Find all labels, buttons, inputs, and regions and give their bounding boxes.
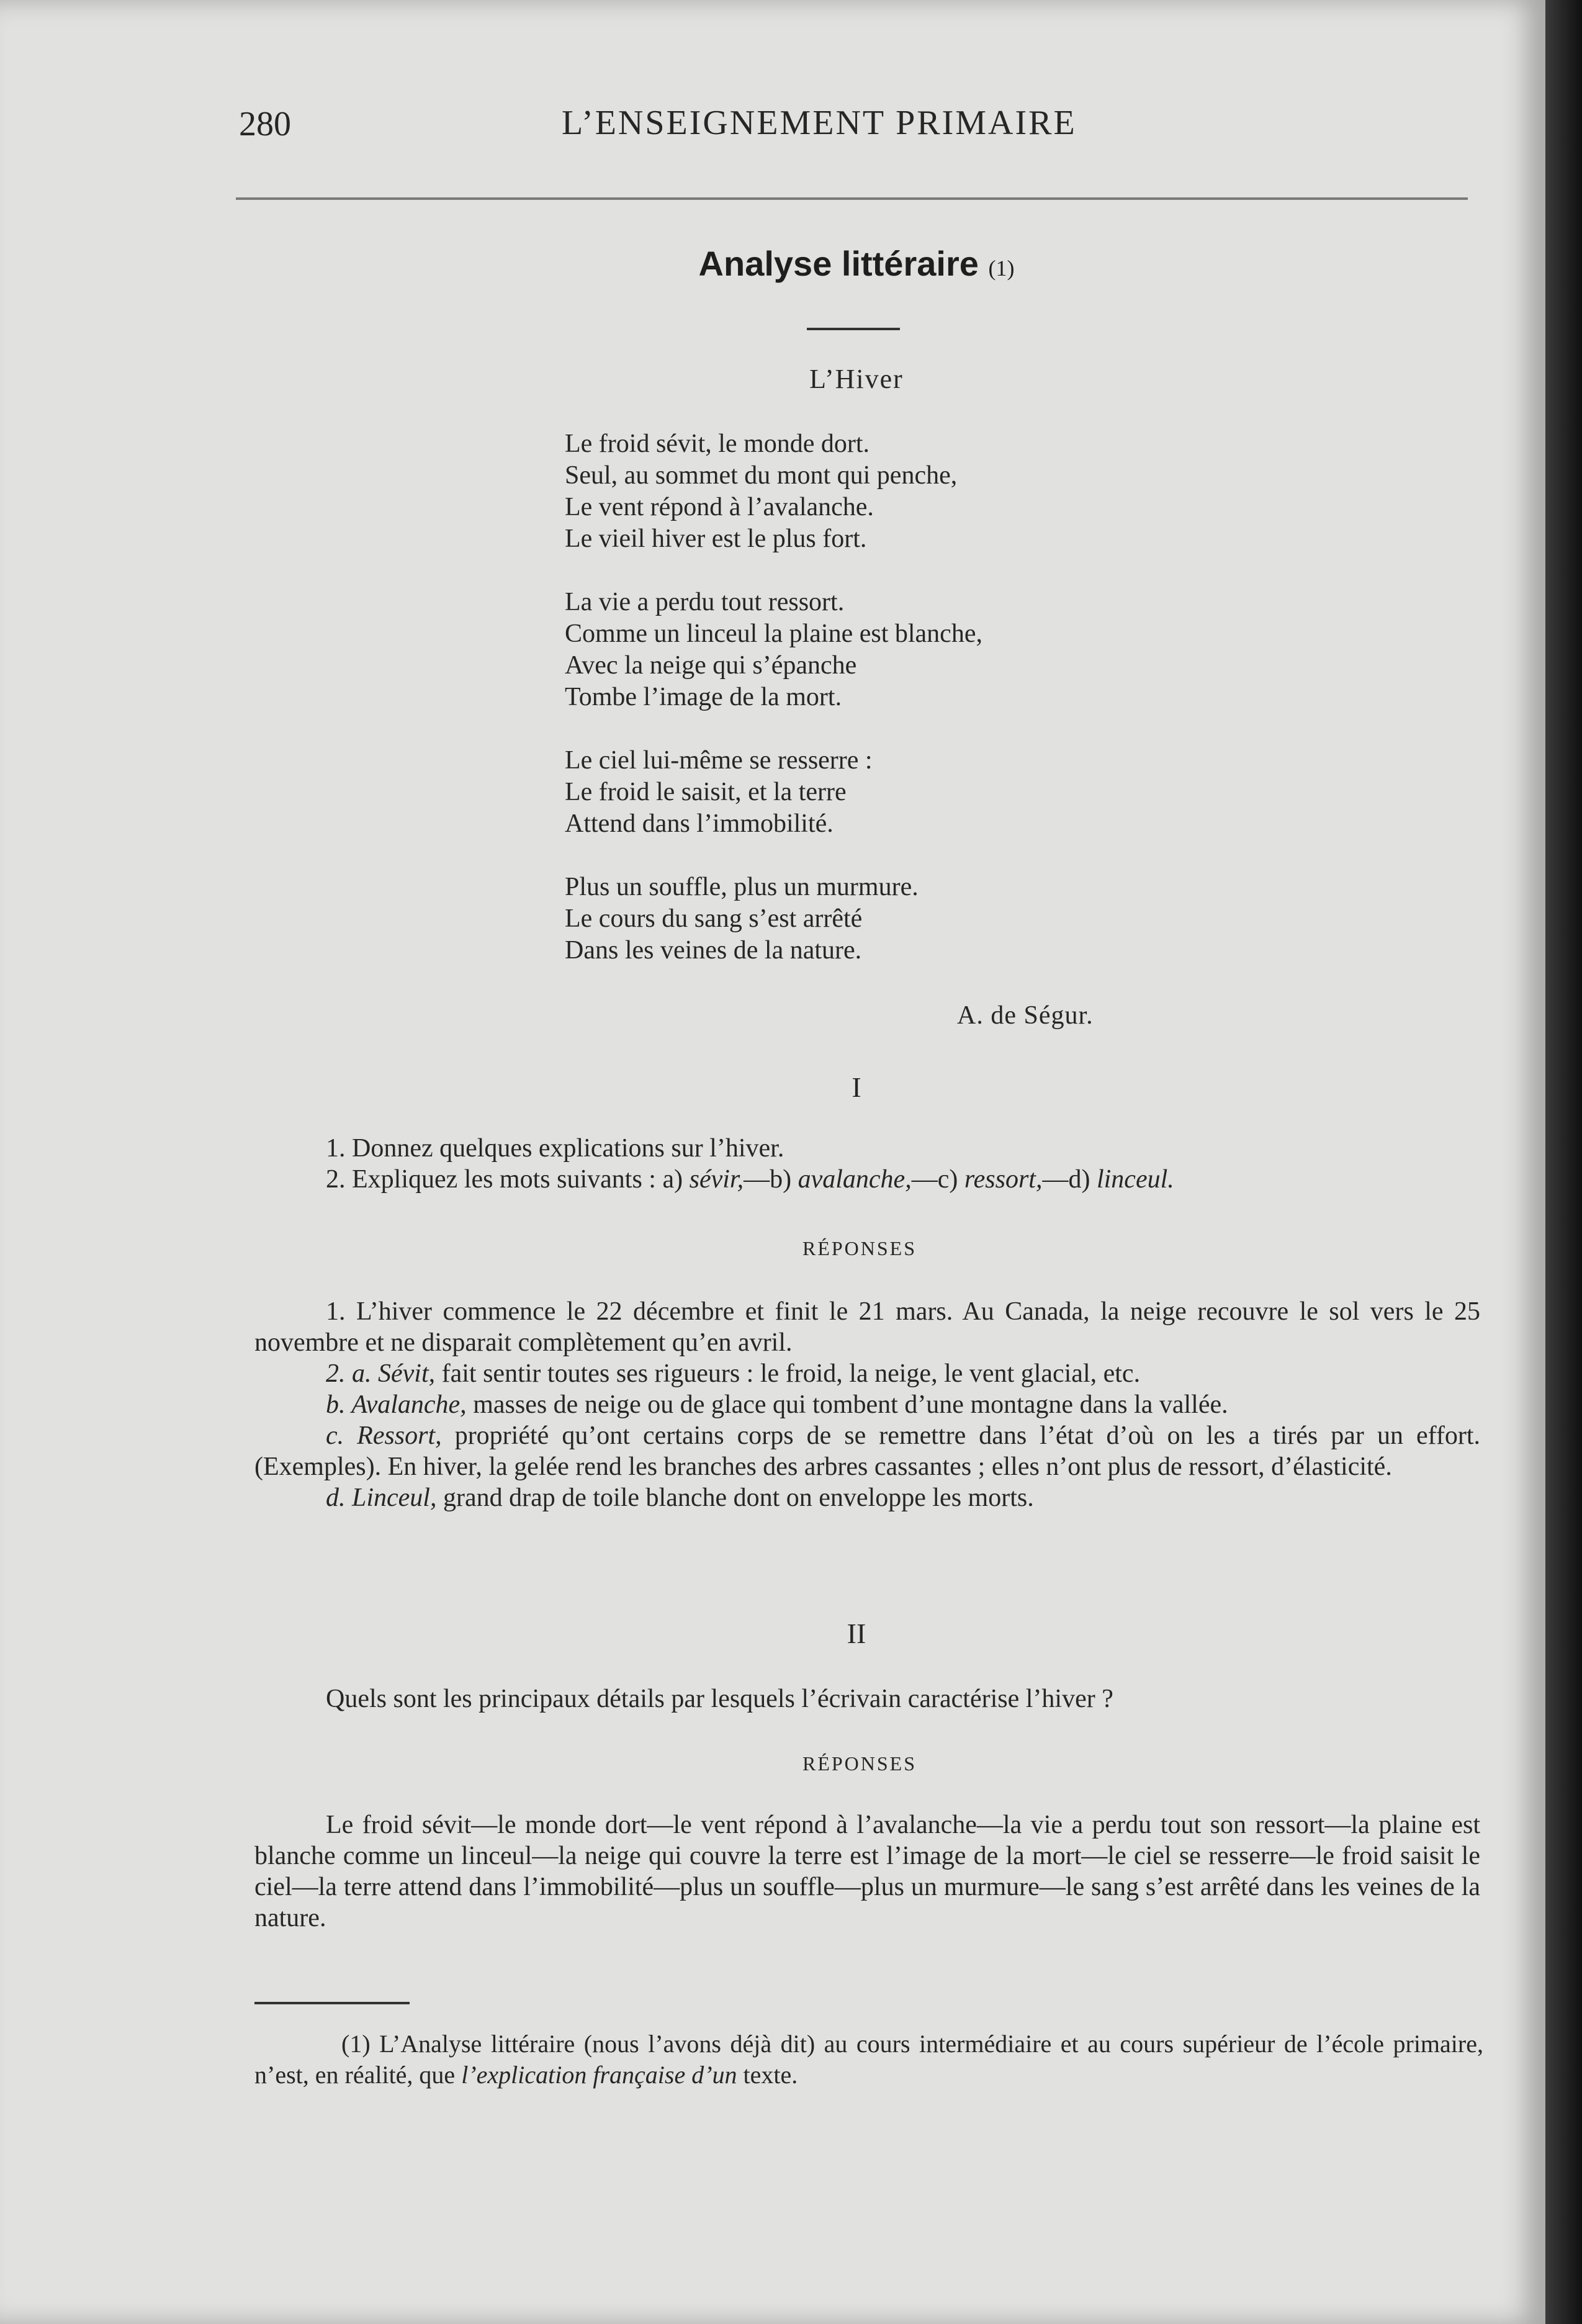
- section-2-question: [254, 1683, 1480, 1714]
- footnote-rule: [254, 2002, 410, 2004]
- question-section-2: Quels sont les principaux détails par lesquels l’écrivain caractérise l’hiver ?: [326, 1685, 1113, 1713]
- poem-line: Le vieil hiver est le plus fort.: [565, 525, 867, 553]
- poem-line: Avec la neige qui s’épanche: [565, 651, 857, 680]
- term-sevir: sévir,: [689, 1165, 744, 1194]
- answer-2a-term: 2. a. Sévit,: [326, 1359, 436, 1388]
- poem-line: Seul, au sommet du mont qui penche,: [565, 461, 958, 490]
- poem-line: Comme un linceul la plaine est blanche,: [565, 619, 982, 648]
- poem-title: L’Hiver: [809, 364, 904, 394]
- answer-section-2: Le froid sévit—le monde dort—le vent répond à l’avalanche—la vie a perdu tout son ressort—la plaine est blanche comme un linceul—la neige qui couvre la terre est l’image de la mort—le ciel se resserre—le froid saisit le ciel—la terre attend dans l’immobilité—plus un souffle—plus un murmure—le sang s’est arrêté dans les veines de la nature.: [254, 1811, 1480, 1932]
- reponses-heading-2: RÉPONSES: [802, 1752, 917, 1775]
- poem-line: Le cours du sang s’est arrêté: [565, 904, 863, 933]
- answer-2c-text: propriété qu’ont certains corps de se remettre dans l’état d’où on les a tirés par un effort. (Exemples). En hiver, la gelée rend les branches des arbres cassantes ; elles n’ont plus de ressort, d’élasticité.: [254, 1421, 1480, 1481]
- footnote-reference: (1): [988, 256, 1015, 281]
- poem-stanza: [565, 745, 982, 840]
- poem-stanza: [565, 587, 982, 713]
- poem-line: Le vent répond à l’avalanche.: [565, 493, 874, 521]
- term-avalanche: avalanche,: [798, 1165, 912, 1194]
- poem-line: Le ciel lui-même se resserre :: [565, 746, 873, 775]
- footnote-text-start: (1) L’Analyse littéraire (nous l’avons déjà dit) au cours intermédiaire et au cours supérieur de l’école primaire, n’est, en réalité, que: [254, 2030, 1483, 2089]
- poem-line: Le froid le saisit, et la terre: [565, 778, 847, 806]
- term-ressort: ressort,: [964, 1165, 1043, 1194]
- answer-2a: [254, 1358, 1480, 1389]
- footnote-text: [254, 2029, 1483, 2091]
- poem-line: Dans les veines de la nature.: [565, 936, 862, 965]
- answer-1: 1. L’hiver commence le 22 décembre et finit le 21 mars. Au Canada, la neige recouvre le sol vers le 25 novembre et ne disparait complètement qu’en avril.: [254, 1297, 1480, 1357]
- term-label-b: —b): [744, 1165, 798, 1194]
- poem-line: Le froid sévit, le monde dort.: [565, 430, 870, 458]
- answer-2c: [254, 1420, 1480, 1482]
- question-2: [254, 1164, 1480, 1195]
- section-1-questions: [254, 1133, 1480, 1195]
- poem-stanza: [565, 428, 982, 555]
- article-title-text: Analyse littéraire: [698, 244, 979, 283]
- answer-2b: [254, 1389, 1480, 1420]
- reponses-heading-1: RÉPONSES: [802, 1237, 917, 1259]
- section-numeral-1: I: [852, 1071, 861, 1103]
- poem-author: A. de Ségur.: [957, 1001, 1094, 1030]
- footnote: [254, 2029, 1483, 2091]
- term-label-d: —d): [1042, 1165, 1097, 1194]
- answer-2b-term: b. Avalanche,: [326, 1390, 467, 1419]
- section-2-answer: [254, 1809, 1480, 1934]
- poem-line: Attend dans l’immobilité.: [565, 809, 834, 838]
- answer-2d: [254, 1482, 1480, 1513]
- term-label-c: —c): [911, 1165, 964, 1194]
- answer-2a-text: fait sentir toutes ses rigueurs : le froid, la neige, le vent glacial, etc.: [435, 1359, 1141, 1388]
- running-title: L’ENSEIGNEMENT PRIMAIRE: [562, 104, 1077, 142]
- answer-2d-term: d. Linceul,: [326, 1484, 437, 1512]
- poem-line: La vie a perdu tout ressort.: [565, 588, 845, 616]
- question-2-prefix: 2. Expliquez les mots suivants : a): [326, 1165, 690, 1194]
- answer-2d-text: grand drap de toile blanche dont on enveloppe les morts.: [436, 1484, 1034, 1512]
- poem-line: Plus un souffle, plus un murmure.: [565, 873, 919, 901]
- header-rule: [236, 197, 1468, 200]
- page-number: 280: [239, 105, 291, 143]
- footnote-italic: l’explication française d’un: [461, 2061, 737, 2089]
- poem: [565, 428, 982, 998]
- question-1: 1. Donnez quelques explications sur l’hiver.: [326, 1134, 784, 1163]
- term-linceul: linceul.: [1096, 1165, 1174, 1194]
- article-title: [0, 243, 1582, 284]
- section-numeral-2: II: [847, 1618, 866, 1649]
- answer-2c-term: c. Ressort,: [326, 1421, 442, 1450]
- footnote-text-end: texte.: [737, 2061, 798, 2089]
- poem-line: Tombe l’image de la mort.: [565, 683, 842, 711]
- poem-stanza: [565, 872, 982, 966]
- answer-2b-text: masses de neige ou de glace qui tombent d’une montagne dans la vallée.: [466, 1390, 1228, 1419]
- section-1-answers: [254, 1296, 1480, 1513]
- scanner-dark-edge: [1545, 0, 1582, 2324]
- title-rule: [807, 328, 900, 330]
